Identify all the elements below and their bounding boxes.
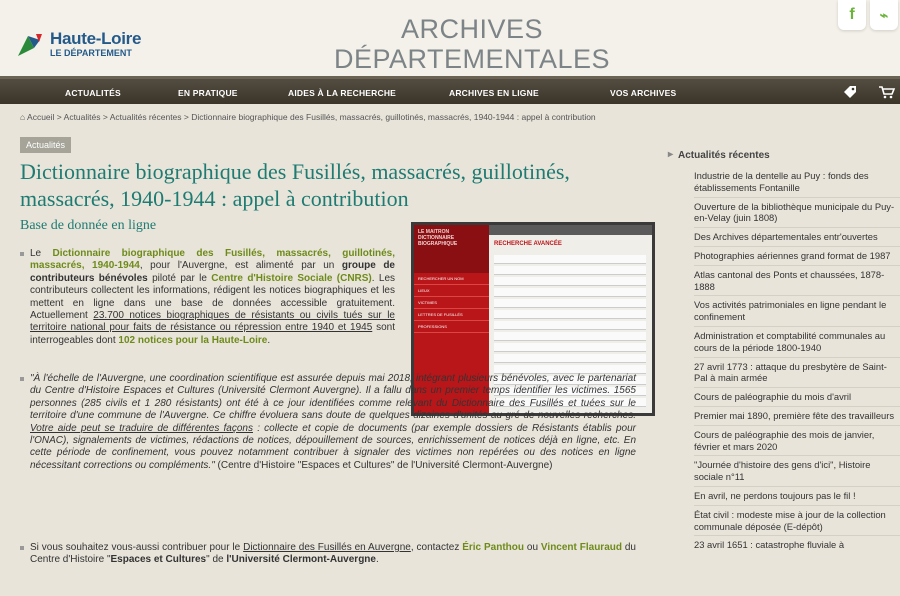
nav-item-actualites[interactable]: ACTUALITÉS xyxy=(65,88,121,98)
text: . xyxy=(375,554,379,566)
text: sont interrogeables dont xyxy=(30,322,395,346)
news-item[interactable]: 23 avril 1651 : catastrophe fluviale à xyxy=(694,535,900,554)
text: (Centre d'Histoire "Espaces et Cultures" de l'Université Clermont-Auvergne) xyxy=(217,459,553,471)
thumb-link: LIEUX xyxy=(414,285,489,297)
news-item[interactable]: Premier mai 1890, première fête des travailleurs xyxy=(694,406,900,425)
notices-link[interactable]: 23.700 notices biographiques de résistants ou civils tués sur le territoire national pour faits de résistance ou répression entre 1940 et 1945 xyxy=(30,310,395,334)
text: "À l'échelle de l'Auvergne, une coordination scientifique est assurée depuis mai 2018, intégrant plusieurs bénévoles, avec le partenariat du Centre d'Histoire Espaces et Cultures (Université Clermont Auvergne). Il a fallu dans un premier temps identifier les victimes. 1565 personnes (285 civils et 1 280 résistants) ont été à ce jour identifiées comme relevant du Dictionnaire des Fusillés et tuées sur le territoire d'une commune de l'Auvergne. Ce chiffre évoluera sans doute de quelques dizaines d'unités au gré de nouvelles recherches. xyxy=(30,373,636,422)
news-item[interactable]: En avril, ne perdons toujours pas le fil ! xyxy=(694,486,900,505)
news-item[interactable]: Administration et comptabilité communales au cours de la période 1800-1940 xyxy=(694,326,900,357)
chs-link[interactable]: Centre d'Histoire Sociale (CNRS) xyxy=(211,272,372,284)
site-header xyxy=(0,0,900,76)
site-title xyxy=(334,14,610,74)
dictionary-link[interactable]: Dictionnaire biographique des Fusillés, massacrés, guillotinés, massacrés, 1940-1944 xyxy=(30,248,395,272)
rss-button[interactable] xyxy=(870,0,898,30)
haute-loire-logo-icon xyxy=(16,30,44,58)
thumb-link: RECHERCHER UN NOM xyxy=(414,273,489,285)
thumb-link: VICTIMES xyxy=(414,297,489,309)
news-item[interactable]: Des Archives départementales entr'ouvertes xyxy=(694,227,900,246)
contact-panthou-link[interactable]: Éric Panthou xyxy=(462,542,525,553)
logo-title: Haute-Loire xyxy=(50,29,142,48)
tag-icon[interactable] xyxy=(843,85,857,99)
category-tag[interactable]: Actualités xyxy=(20,137,71,153)
text: du Centre d'Histoire " xyxy=(30,542,636,566)
news-item[interactable]: 27 avril 1773 : attaque du presbytère de Saint-Pal à main armée xyxy=(694,357,900,388)
news-item[interactable]: Cours de paléographie des mois de janvier, février et mars 2020 xyxy=(694,425,900,456)
news-item[interactable]: Ouverture de la bibliothèque municipale du Puy-en-Velay (juin 1808) xyxy=(694,197,900,228)
contact-paragraph xyxy=(20,542,636,567)
text: Votre aide peut se traduire de différentes façons xyxy=(30,422,253,434)
text: Le xyxy=(30,248,42,259)
text: piloté par le xyxy=(152,272,207,284)
department-logo[interactable] xyxy=(16,30,141,58)
breadcrumb xyxy=(20,112,596,122)
news-item[interactable]: "Journée d'histoire des gens d'ici", Histoire sociale n°11 xyxy=(694,455,900,486)
main-nav xyxy=(0,76,900,104)
contact-flauraud-link[interactable]: Vincent Flauraud xyxy=(540,542,622,553)
thumb-link: PROFESSIONS xyxy=(414,321,489,333)
news-item[interactable]: Cours de paléographie du mois d'avril xyxy=(694,387,900,406)
nav-item-archives-en-ligne[interactable]: ARCHIVES EN LIGNE xyxy=(449,88,539,98)
nav-item-vos-archives[interactable]: VOS ARCHIVES xyxy=(610,88,677,98)
article-subtitle: Base de donnée en ligne xyxy=(20,218,157,233)
home-icon[interactable]: ⌂ xyxy=(20,112,28,122)
text: Si vous souhaitez vous-aussi contribuer pour le xyxy=(30,542,241,553)
thumb-link: LETTRES DE FUSILLÉS xyxy=(414,309,489,321)
text: : collecte et copie de documents (par exemple dossiers de Résistants établis pour l'ONAC), signalements de victimes, rédactions de notices, dépouillement de sources, enrichissement de notices déjà en ligne, etc. En cette période de confinement, vous pouvez notamment contribuer à signaler des victimes non repérées ou des notices en ligne nécessitant corrections ou compléments." xyxy=(30,422,636,471)
cart-icon[interactable] xyxy=(878,85,898,99)
news-item[interactable]: Vos activités patrimoniales en ligne pendant le confinement xyxy=(694,295,900,326)
recent-news-sidebar xyxy=(668,150,900,554)
nav-item-aides-recherche[interactable]: AIDES À LA RECHERCHE xyxy=(288,88,397,98)
logo-subtitle: LE DÉPARTEMENT xyxy=(50,48,132,58)
thumb-heading: RECHERCHE AVANCÉE xyxy=(494,241,562,247)
news-item[interactable]: Photographies aériennes grand format de 1987 xyxy=(694,246,900,265)
site-title-line2: DÉPARTEMENTALES xyxy=(334,44,611,74)
text: . xyxy=(267,334,271,346)
text: , contactez xyxy=(410,542,460,553)
news-item[interactable]: État civil : modeste mise à jour de la collection communale déposée (E-dépôt) xyxy=(694,505,900,536)
haute-loire-notices-link[interactable]: 102 notices pour la Haute-Loire xyxy=(118,334,268,346)
text: " de xyxy=(206,554,224,566)
text: ou xyxy=(526,542,539,553)
text: Espaces et Cultures xyxy=(110,554,207,566)
thumb-side-title: LE MAITRON DICTIONNAIRE BIOGRAPHIQUE xyxy=(414,225,489,273)
text: . Les contributeurs collectent les informations, rédigent les notices biographiques et les mettent en ligne dans une base de données accessible gratuitement. Actuellement xyxy=(30,272,396,322)
intro-paragraph xyxy=(20,248,395,347)
site-title-line1: ARCHIVES xyxy=(401,14,544,44)
text: l'Université Clermont-Auvergne xyxy=(226,554,376,566)
page-title: Dictionnaire biographique des Fusillés, massacrés, guillotinés, massacrés, 1940-1944 : appel à contribution xyxy=(20,159,570,211)
recent-news-list xyxy=(694,167,900,554)
sidebar-heading[interactable]: ▸ Actualités récentes xyxy=(668,150,900,161)
news-item[interactable]: Industrie de la dentelle au Puy : fonds des établissements Fontanille xyxy=(694,170,869,193)
news-item[interactable]: Atlas cantonal des Ponts et chaussées, 1878-1888 xyxy=(694,265,900,296)
facebook-icon: f xyxy=(849,6,855,23)
breadcrumb-text[interactable]: Accueil > Actualités > Actualités récentes > Dictionnaire biographique des Fusillés, massacrés, guillotinés, massacrés, 1940-1944 : appel à contribution xyxy=(27,112,596,122)
text: groupe de contributeurs bénévoles xyxy=(30,260,395,284)
nav-item-en-pratique[interactable]: EN PRATIQUE xyxy=(178,88,238,98)
dictionary-auvergne-link[interactable]: Dictionnaire des Fusillés en Auvergne xyxy=(243,542,411,553)
facebook-button[interactable] xyxy=(838,0,866,30)
rss-icon: ⌁ xyxy=(879,6,889,23)
quote-paragraph xyxy=(20,373,636,472)
article xyxy=(20,158,640,566)
text: , pour l'Auvergne, est alimenté par un xyxy=(139,260,335,272)
